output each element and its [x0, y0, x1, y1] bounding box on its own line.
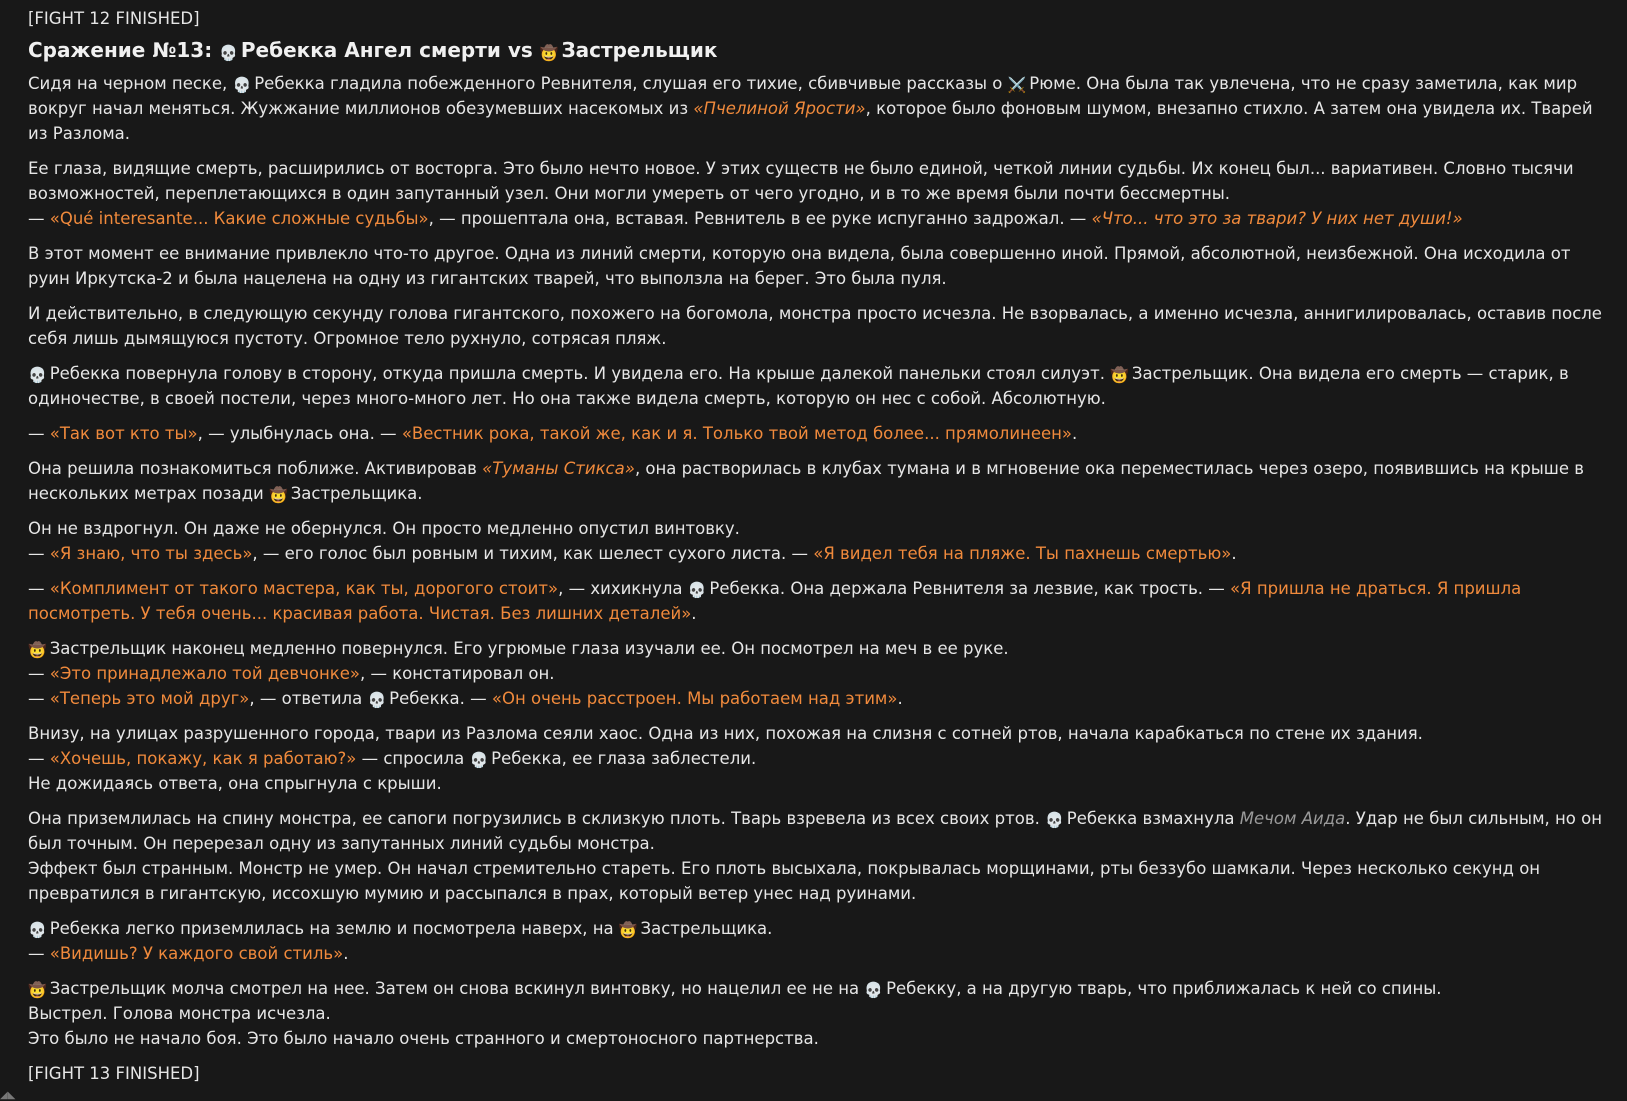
text: , — улыбнулась она. — [197, 424, 402, 443]
skull-icon: 💀 [687, 581, 707, 599]
cowboy-icon: 🤠 [28, 981, 47, 999]
text: , — его голос был ровным и тихим, как шелест сухого листа. — [252, 544, 814, 563]
text: Ребекка легко приземлилась на землю и посмотрела наверх, на [49, 919, 614, 938]
text: Ребекка. — [389, 689, 492, 708]
cowboy-icon: 🤠 [28, 641, 47, 659]
text: , — прошептала она, вставая. Ревнитель в ее руке испуганно задрожал. — [428, 209, 1092, 228]
skull-icon: 💀 [219, 44, 238, 62]
text: Эффект был странным. Монстр не умер. Он начал стремительно стареть. Его плоть высыхала, покрывалась морщинами, рты беззубо шамкали. Через несколько секунд он превратился в гигантскую, иссохшую мумию и рассыпался в прах, который ветер унес над руинами. [28, 859, 1541, 903]
text: Ребекка взмахнула [1066, 809, 1240, 828]
skull-icon: 💀 [28, 921, 47, 939]
paragraph-8 [28, 516, 1610, 566]
fighter-2-name: Застрельщик [561, 38, 718, 62]
battle-title-prefix: Сражение №13: [28, 38, 213, 62]
dash: — [28, 944, 50, 963]
paragraph-2 [28, 156, 1610, 231]
line [28, 806, 1610, 856]
dash: — [28, 664, 50, 683]
fighter-1-name: Ребекка Ангел смерти [240, 38, 501, 62]
text: . [343, 944, 349, 963]
text: Рюме. Она была так увлечена, что не сразу заметила, как мир вокруг начал меняться. Жужжание миллионов обезумевших насекомых из [28, 74, 1578, 118]
line [28, 941, 1610, 966]
dash: — [28, 424, 50, 443]
line [28, 746, 1610, 771]
paragraph-3: В этот момент ее внимание привлекло что-то другое. Одна из линий смерти, которую она видела, была совершенно иной. Прямой, абсолютной, неизбежной. Она исходила от руин Иркутска-2 и была нацелена на одну из гигантских тварей, что выползла на берег. Это была пуля. [28, 244, 1571, 288]
swords-icon: ⚔️ [1007, 76, 1027, 94]
dash: — [28, 544, 50, 563]
quote: «Я видел тебя на пляже. Ты пахнешь смертью» [813, 544, 1232, 563]
text: , которое было фоновым шумом, внезапно стихло. А затем она увидела их. Тварей из Разлома. [28, 99, 1593, 143]
quote: «Я знаю, что ты здесь» [49, 544, 253, 563]
cowboy-icon: 🤠 [1110, 366, 1129, 384]
text: , — ответила [249, 689, 363, 708]
scroll-handle-icon[interactable]: ◢◣ [0, 1090, 16, 1101]
skull-icon: 💀 [28, 366, 47, 384]
quote: «Комплимент от такого мастера, как ты, дорогого стоит» [49, 579, 559, 598]
text: . [691, 604, 697, 623]
paragraph-1 [28, 71, 1610, 146]
text: Она приземлилась на спину монстра, ее сапоги погрузились в склизкую плоть. Тварь взревела из всех своих ртов. [28, 809, 1040, 828]
text: Ребекка. Она держала Ревнителя за лезвие, как трость. — [709, 579, 1231, 598]
skull-icon: 💀 [469, 751, 489, 769]
text: . Удар не был сильным, но он был точным. Он перерезал одну из запутанных линий судьбы монстра. [28, 809, 1603, 853]
text: Сидя на черном песке, [28, 74, 228, 93]
text: Ребекка повернула голову в сторону, откуда пришла смерть. И увидела его. На крыше далекой панельки стоял силуэт. [49, 364, 1105, 383]
line [28, 686, 1610, 711]
quote: «Он очень расстроен. Мы работаем над этим» [491, 689, 898, 708]
paragraph-14 [28, 976, 1610, 1051]
cowboy-icon: 🤠 [618, 921, 638, 939]
quote: «Видишь? У каждого свой стиль» [49, 944, 344, 963]
text: Выстрел. Голова монстра исчезла. [28, 1004, 331, 1023]
weapon-name: Мечом Аида [1239, 809, 1346, 828]
paragraph-13 [28, 916, 1610, 966]
text: Не дожидаясь ответа, она спрыгнула с крыши. [28, 774, 442, 793]
ability-name: «Пчелиной Ярости» [693, 99, 866, 118]
paragraph-11 [28, 721, 1610, 796]
paragraph-4: И действительно, в следующую секунду голова гигантского, похожего на богомола, монстра просто исчезла. Не взорвалась, а именно исчезла, аннигилировалась, оставив после себя лишь дымящуюся пустоту. Огромное тело рухнуло, сотрясая пляж. [28, 304, 1602, 348]
skull-icon: 💀 [232, 76, 252, 94]
fight-13-finished-marker: [FIGHT 13 FINISHED] [28, 1064, 200, 1083]
paragraph-9 [28, 576, 1610, 626]
skull-icon: 💀 [864, 981, 884, 999]
quote: «Qué interesante... Какие сложные судьбы» [49, 209, 429, 228]
paragraph-7 [28, 456, 1610, 506]
text: Ребекка, ее глаза заблестели. [491, 749, 757, 768]
quote: «Так вот кто ты» [49, 424, 198, 443]
quote: «Хочешь, покажу, как я работаю?» [49, 749, 357, 768]
text: Ребекку, а на другую тварь, что приближалась к ней со спины. [886, 979, 1442, 998]
text: Застрельщика. [640, 919, 773, 938]
quote-italic: «Что... что это за твари? У них нет души!» [1091, 209, 1463, 228]
skull-icon: 💀 [1045, 811, 1064, 829]
quote: «Теперь это мой друг» [49, 689, 250, 708]
quote: «Это принадлежало той девчонке» [49, 664, 360, 683]
text: Она решила познакомиться поближе. Активировав [28, 459, 483, 478]
cowboy-icon: 🤠 [269, 486, 288, 504]
dash: — [28, 749, 50, 768]
text: . [1231, 544, 1237, 563]
text: Он не вздрогнул. Он даже не обернулся. Он просто медленно опустил винтовку. [28, 519, 740, 538]
text: Застрельщик наконец медленно повернулся. Его угрюмые глаза изучали ее. Он посмотрел на меч в ее руке. [49, 639, 1009, 658]
line [28, 916, 1610, 941]
text: Застрельщик молча смотрел на нее. Затем он снова вскинул винтовку, но нацелил ее не на [49, 979, 860, 998]
text: Застрельщик. Она видела его смерть — старик, в одиночестве, в своей постели, через много-много лет. Но она также видела смерть, которую он нес с собой. Абсолютную. [28, 364, 1569, 408]
text: Застрельщика. [290, 484, 423, 503]
quote: «Я пришла не драться. Я пришла посмотреть. У тебя очень... красивая работа. Чистая. Без лишних деталей» [28, 579, 1522, 623]
line [28, 661, 1610, 686]
text: Внизу, на улицах разрушенного города, твари из Разлома сеяли хаос. Одна из них, похожая на слизня с сотней ртов, начала карабкаться по стене их здания. [28, 724, 1423, 743]
ability-name: «Туманы Стикса» [482, 459, 635, 478]
text: Ее глаза, видящие смерть, расширились от восторга. Это было нечто новое. У этих существ не было единой, четкой линии судьбы. Их конец был... вариативен. Словно тысячи возможностей, переплетающихся в один запутанный узел. Они могли умереть от чего угодно, и в то же время были почти бессмертны. [28, 159, 1574, 203]
text: , — констатировал он. [359, 664, 555, 683]
text: . [1072, 424, 1078, 443]
text: Ребекка гладила побежденного Ревнителя, слушая его тихие, сбивчивые рассказы о [254, 74, 1003, 93]
text: , она растворилась в клубах тумана и в мгновение ока переместилась через озеро, появившись на крыше в нескольких метрах позади [28, 459, 1584, 503]
versus-label: vs [507, 38, 533, 62]
quote: «Вестник рока, такой же, как и я. Только твой метод более... прямолинеен» [401, 424, 1073, 443]
paragraph-6 [28, 421, 1610, 446]
text: , — хихикнула [558, 579, 683, 598]
paragraph-10 [28, 636, 1610, 711]
battle-title [28, 35, 1610, 65]
text: Это было не начало боя. Это было начало очень странного и смертоносного партнерства. [28, 1029, 819, 1048]
skull-icon: 💀 [367, 691, 387, 709]
line [28, 976, 1610, 1001]
paragraph-12 [28, 806, 1610, 906]
paragraph-5 [28, 361, 1610, 411]
text: — спросила [356, 749, 465, 768]
dash: — [28, 689, 50, 708]
dash: — [28, 209, 50, 228]
dash: — [28, 579, 50, 598]
line [28, 636, 1610, 661]
cowboy-icon: 🤠 [539, 44, 559, 62]
fight-12-finished-marker: [FIGHT 12 FINISHED] [28, 9, 200, 28]
text: . [897, 689, 903, 708]
